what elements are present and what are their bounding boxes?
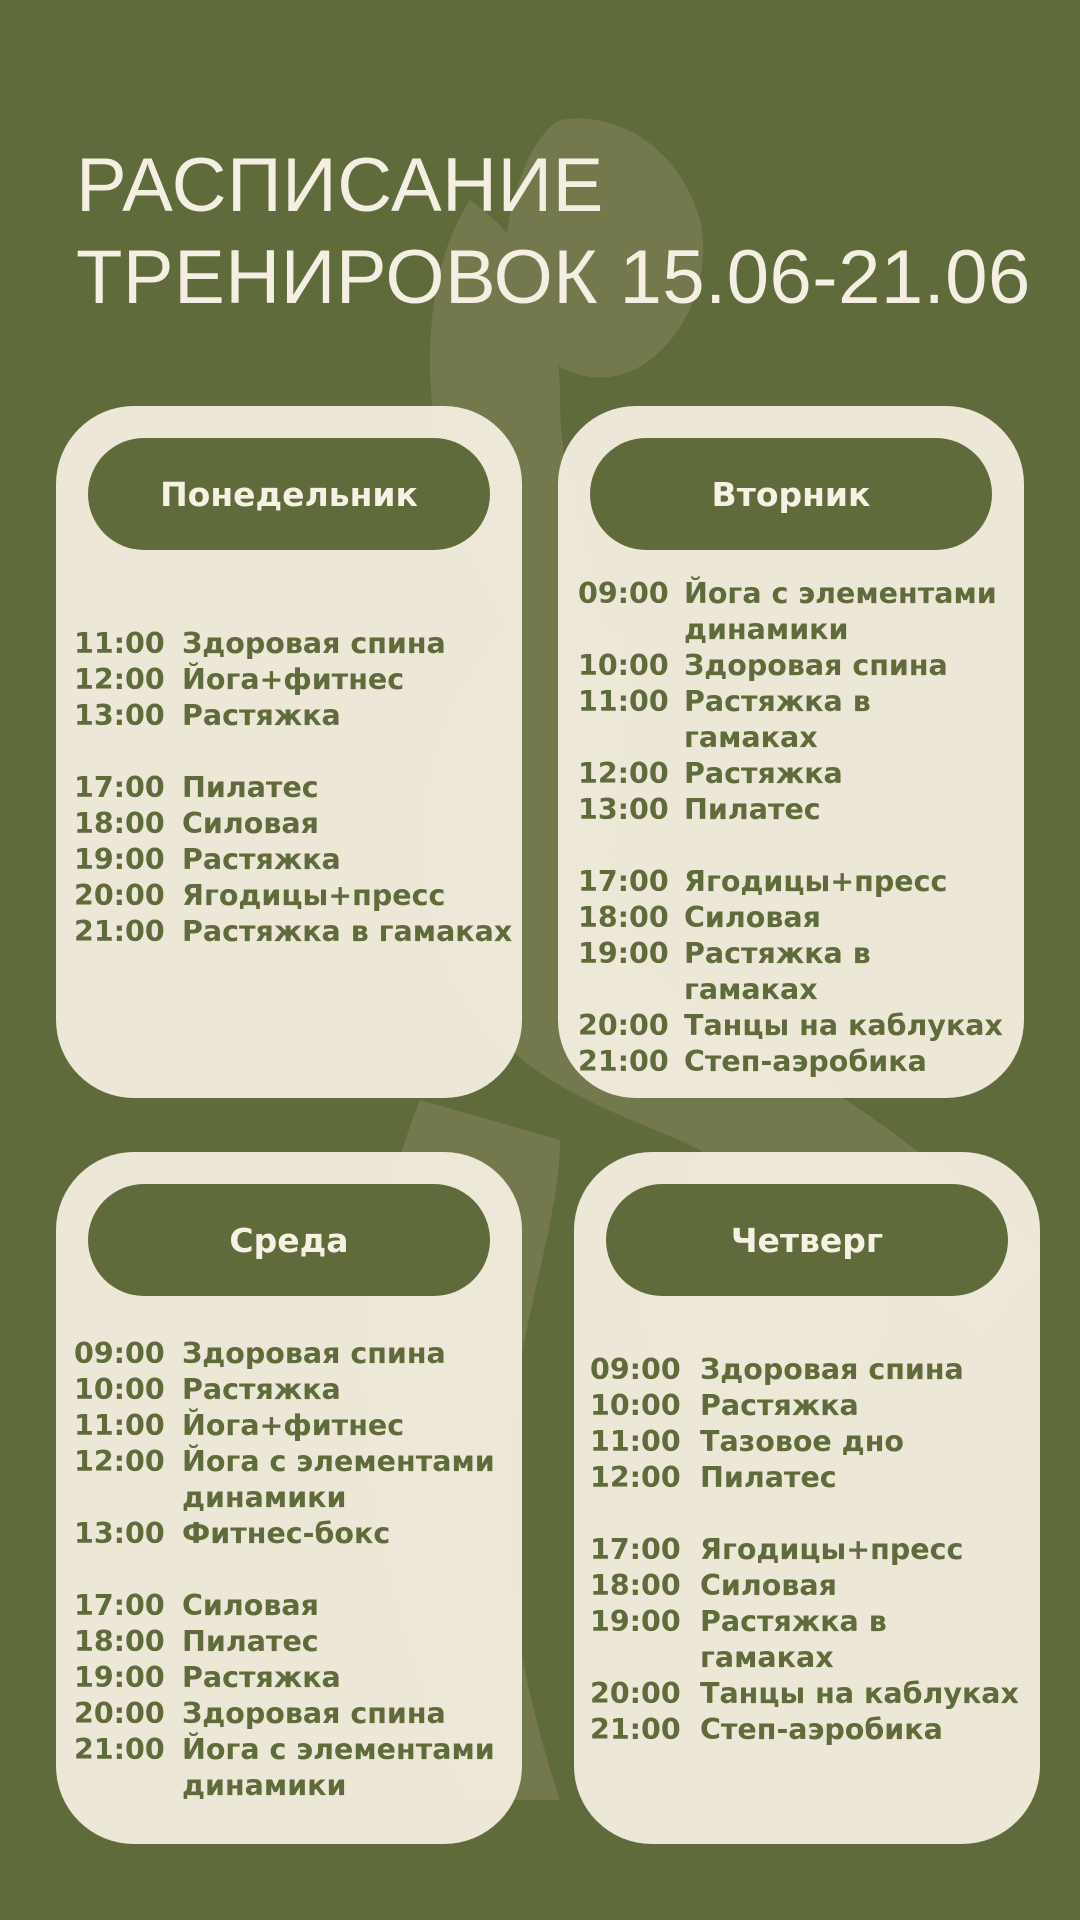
schedule-row (74, 1588, 514, 1624)
class-name: Здоровая спина (700, 1353, 964, 1386)
class-name: Танцы на каблуках (700, 1677, 1019, 1710)
class-name: Здоровая спина (182, 627, 446, 660)
schedule-row (590, 1604, 1030, 1676)
schedule-row (74, 1732, 514, 1804)
schedule-row (74, 842, 514, 878)
class-time: 18:00 (74, 807, 165, 840)
class-name: Растяжка в гамаках (684, 937, 871, 1006)
day-header: Среда (88, 1184, 490, 1296)
schedule-row (590, 1460, 1030, 1496)
class-time: 10:00 (74, 1373, 165, 1406)
schedule-row (74, 698, 514, 734)
schedule-row (578, 648, 1014, 684)
class-time: 12:00 (578, 757, 669, 790)
class-name: Фитнес-бокс (182, 1517, 391, 1550)
class-time: 13:00 (578, 793, 669, 826)
class-name: Пилатес (700, 1461, 837, 1494)
class-name: Пилатес (182, 771, 319, 804)
class-name: Степ-аэробика (684, 1045, 927, 1078)
schedule-row (74, 626, 514, 662)
class-time: 21:00 (590, 1713, 681, 1746)
class-time: 11:00 (74, 1409, 165, 1442)
class-time: 19:00 (578, 937, 669, 970)
day-card-thursday (574, 1152, 1040, 1844)
class-name: Йога с элементами динамики (684, 577, 997, 646)
class-name: Растяжка в гамаках (684, 685, 871, 754)
class-name: Растяжка (684, 757, 843, 790)
schedule-row (590, 1352, 1030, 1388)
class-time: 21:00 (578, 1045, 669, 1078)
schedule-row (578, 576, 1014, 648)
class-time: 17:00 (74, 771, 165, 804)
class-name: Танцы на каблуках (684, 1009, 1003, 1042)
class-time: 13:00 (74, 699, 165, 732)
class-time: 19:00 (74, 843, 165, 876)
day-card-tuesday (558, 406, 1024, 1098)
schedule-list (74, 1336, 514, 1804)
class-name: Здоровая спина (684, 649, 948, 682)
class-time: 17:00 (74, 1589, 165, 1622)
schedule-row (74, 806, 514, 842)
schedule-row (74, 1696, 514, 1732)
schedule-list (578, 576, 1014, 1080)
class-name: Растяжка (182, 843, 341, 876)
class-time: 17:00 (578, 865, 669, 898)
class-name: Здоровая спина (182, 1697, 446, 1730)
schedule-row (590, 1388, 1030, 1424)
schedule-row (74, 878, 514, 914)
schedule-row (578, 756, 1014, 792)
class-time: 12:00 (74, 1445, 165, 1478)
class-name: Ягодицы+пресс (700, 1533, 964, 1566)
schedule-row (74, 1336, 514, 1372)
schedule-row (578, 864, 1014, 900)
schedule-list (590, 1352, 1030, 1748)
class-name: Растяжка (182, 1661, 341, 1694)
class-name: Йога+фитнес (182, 663, 405, 696)
schedule-row (590, 1532, 1030, 1568)
class-time: 19:00 (74, 1661, 165, 1694)
class-time: 09:00 (74, 1337, 165, 1370)
class-name: Тазовое дно (700, 1425, 904, 1458)
page-title (76, 140, 1036, 324)
schedule-row (74, 770, 514, 806)
class-name: Ягодицы+пресс (684, 865, 948, 898)
class-time: 17:00 (590, 1533, 681, 1566)
class-time: 12:00 (590, 1461, 681, 1494)
class-time: 20:00 (590, 1677, 681, 1710)
class-time: 21:00 (74, 915, 165, 948)
class-name: Растяжка в гамаках (182, 915, 513, 948)
class-name: Силовая (700, 1569, 837, 1602)
class-time: 21:00 (74, 1733, 165, 1766)
schedule-row (74, 1660, 514, 1696)
class-name: Растяжка в гамаках (700, 1605, 887, 1674)
class-name: Йога с элементами динамики (182, 1445, 495, 1514)
schedule-list (74, 626, 514, 950)
class-time: 09:00 (590, 1353, 681, 1386)
day-header: Понедельник (88, 438, 490, 550)
class-name: Растяжка (700, 1389, 859, 1422)
class-time: 10:00 (590, 1389, 681, 1422)
class-name: Силовая (684, 901, 821, 934)
class-name: Пилатес (684, 793, 821, 826)
schedule-row (74, 1372, 514, 1408)
schedule-row (578, 684, 1014, 756)
schedule-row (590, 1424, 1030, 1460)
title-line-1: РАСПИСАНИЕ (76, 143, 604, 228)
class-name: Степ-аэробика (700, 1713, 943, 1746)
class-time: 11:00 (590, 1425, 681, 1458)
class-name: Здоровая спина (182, 1337, 446, 1370)
class-time: 19:00 (590, 1605, 681, 1638)
class-time: 11:00 (578, 685, 669, 718)
day-card-wednesday (56, 1152, 522, 1844)
schedule-row (590, 1568, 1030, 1604)
class-time: 18:00 (590, 1569, 681, 1602)
title-line-2: ТРЕНИРОВОК 15.06-21.06 (76, 235, 1031, 320)
schedule-row (74, 1624, 514, 1660)
schedule-row (578, 1044, 1014, 1080)
class-time: 11:00 (74, 627, 165, 660)
class-time: 10:00 (578, 649, 669, 682)
class-name: Йога+фитнес (182, 1409, 405, 1442)
class-time: 20:00 (578, 1009, 669, 1042)
class-name: Йога с элементами динамики (182, 1733, 495, 1802)
schedule-row (578, 1008, 1014, 1044)
class-name: Растяжка (182, 1373, 341, 1406)
day-header: Вторник (590, 438, 992, 550)
class-time: 20:00 (74, 879, 165, 912)
day-header: Четверг (606, 1184, 1008, 1296)
class-time: 18:00 (74, 1625, 165, 1658)
schedule-row (578, 900, 1014, 936)
class-name: Растяжка (182, 699, 341, 732)
class-name: Пилатес (182, 1625, 319, 1658)
day-card-monday (56, 406, 522, 1098)
class-name: Силовая (182, 807, 319, 840)
schedule-row (578, 936, 1014, 1008)
schedule-row (590, 1676, 1030, 1712)
class-name: Силовая (182, 1589, 319, 1622)
schedule-row (74, 1444, 514, 1516)
class-time: 20:00 (74, 1697, 165, 1730)
class-time: 12:00 (74, 663, 165, 696)
schedule-row (74, 1516, 514, 1552)
class-time: 09:00 (578, 577, 669, 610)
schedule-row (590, 1712, 1030, 1748)
schedule-row (74, 914, 514, 950)
class-name: Ягодицы+пресс (182, 879, 446, 912)
schedule-row (578, 792, 1014, 828)
schedule-row (74, 1408, 514, 1444)
class-time: 18:00 (578, 901, 669, 934)
class-time: 13:00 (74, 1517, 165, 1550)
schedule-row (74, 662, 514, 698)
